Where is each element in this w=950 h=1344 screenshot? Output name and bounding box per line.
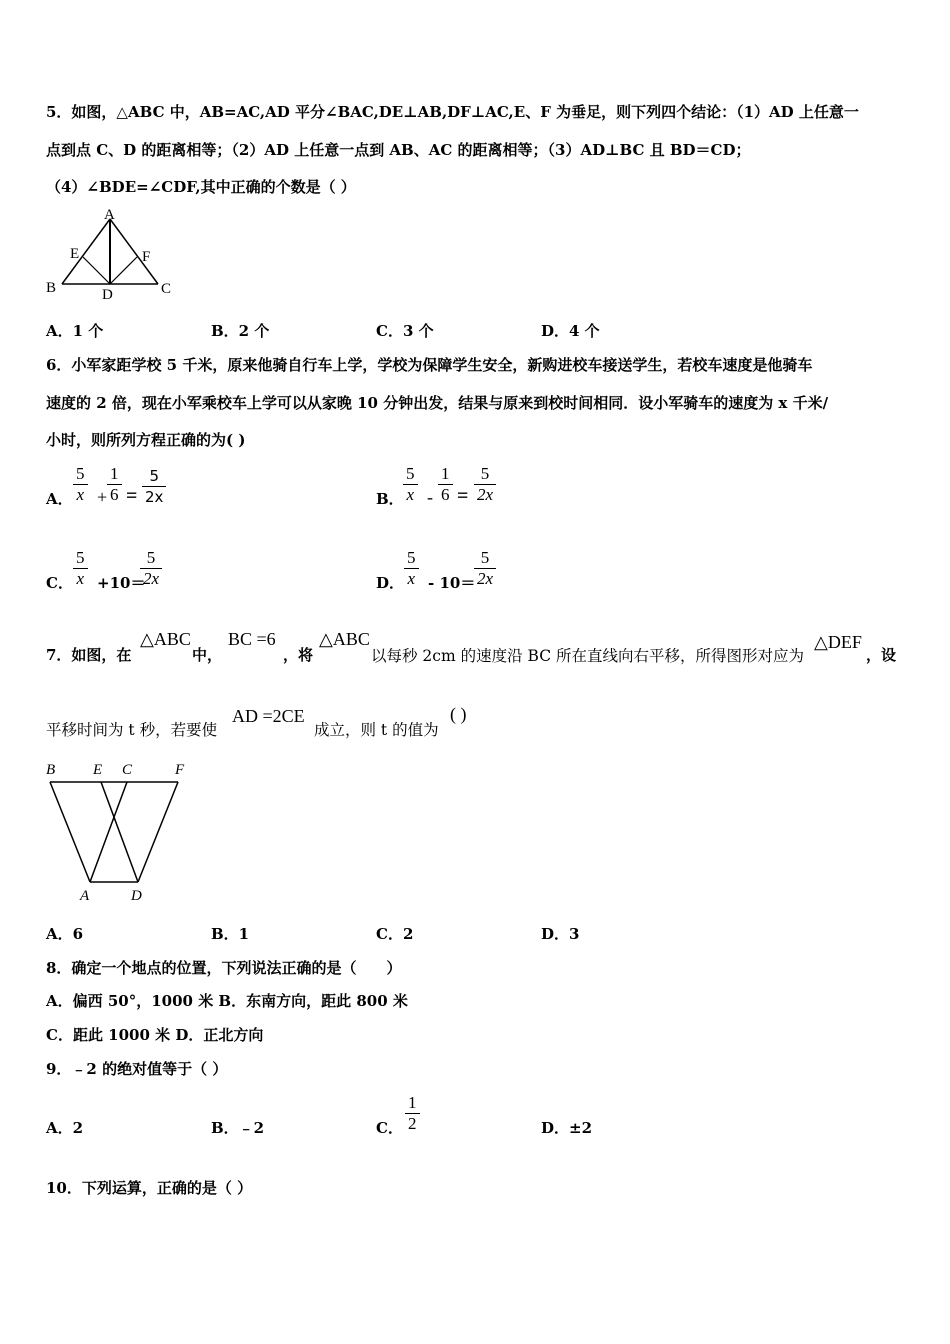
q10-stem: 10．下列运算，正确的是（ ） bbox=[46, 1179, 253, 1197]
q7-condition: AD =2CE bbox=[232, 706, 305, 726]
q7-label-a: A bbox=[80, 888, 90, 904]
q5-triangle-figure bbox=[40, 203, 190, 303]
q6-option-d-label: D． bbox=[376, 574, 405, 592]
q7-bc-length: BC =6 bbox=[228, 629, 276, 649]
q7-option-b: B．1 bbox=[211, 925, 250, 943]
q5-label-b: B bbox=[46, 280, 57, 296]
q7-label-c: C bbox=[122, 762, 133, 778]
q6-option-a-op: + bbox=[97, 487, 108, 507]
q8-options-row1: A．偏西 50°，1000 米 B．东南方向，距此 800 米 bbox=[46, 992, 408, 1010]
q6-option-a-eq: = bbox=[126, 485, 138, 507]
q5-stem-line2: 点到点 C、D 的距离相等；（2）AD 上任意一点到 AB、AC 的距离相等；（3）AD⊥BC 且 BD＝CD； bbox=[46, 141, 751, 159]
q6-option-c-frac2: $\frac{5}{2x}$ bbox=[140, 548, 162, 589]
q7-triangle-def: △DEF bbox=[814, 632, 862, 652]
q5-option-d: D．4 个 bbox=[541, 322, 600, 340]
q6-option-c-label: C． bbox=[46, 574, 73, 592]
q6-option-d-mid: - 10＝ bbox=[428, 574, 476, 592]
q7-stem-part6: 平移时间为 t 秒，若要使 bbox=[46, 721, 218, 739]
q9-option-a: A．2 bbox=[46, 1119, 84, 1137]
q7-label-d: D bbox=[131, 888, 142, 904]
q7-triangle-abc-2: △ABC bbox=[319, 629, 370, 649]
q5-option-c: C．3 个 bbox=[376, 322, 434, 340]
q5-label-c: C bbox=[161, 281, 172, 297]
q5-label-d: D bbox=[102, 287, 113, 303]
q7-triangle-abc-1: △ABC bbox=[140, 629, 191, 649]
q8-stem: 8．确定一个地点的位置，下列说法正确的是（ ） bbox=[46, 959, 402, 977]
q6-option-c-mid: +10＝ bbox=[97, 574, 146, 592]
q9-option-b: B．﹣2 bbox=[211, 1119, 265, 1137]
q5-stem-line3: （4）∠BDE=∠CDF,其中正确的个数是（ ） bbox=[46, 178, 356, 196]
q7-label-b: B bbox=[46, 762, 56, 778]
q6-option-b-eq: = bbox=[457, 485, 469, 507]
q7-stem-part5: ，设 bbox=[866, 646, 897, 664]
q7-option-c: C．2 bbox=[376, 925, 414, 943]
q7-answer-paren: ( ) bbox=[450, 704, 467, 724]
q5-label-e: E bbox=[70, 246, 80, 262]
q5-label-a: A bbox=[104, 207, 115, 223]
q6-option-b-frac3: $\frac{5}{2x}$ bbox=[474, 464, 496, 505]
q7-stem-part1: 7．如图，在 bbox=[46, 646, 132, 664]
q6-stem-line1: 6．小军家距学校 5 千米，原来他骑自行车上学，学校为保障学生安全，新购进校车接送学生，若校车速度是他骑车 bbox=[46, 356, 813, 374]
q9-stem: 9．﹣2 的绝对值等于（ ） bbox=[46, 1060, 228, 1078]
q9-option-c-fraction: $\frac{1}{2}$ bbox=[405, 1093, 420, 1134]
q6-option-b-frac1: $\frac{5}{x}$ bbox=[403, 464, 418, 505]
q6-option-b-label: B． bbox=[376, 490, 404, 508]
q7-stem-part7: 成立，则 t 的值为 bbox=[314, 721, 439, 739]
q6-option-c-frac1: $\frac{5}{x}$ bbox=[73, 548, 88, 589]
q6-stem-line2: 速度的 2 倍，现在小军乘校车上学可以从家晚 10 分钟出发，结果与原来到校时间相同．设小军骑车的速度为 x 千米/ bbox=[46, 394, 829, 412]
q5-option-a: A．1 个 bbox=[46, 322, 104, 340]
q7-stem-part4: 以每秒 2cm 的速度沿 BC 所在直线向右平移，所得图形对应为 bbox=[371, 647, 804, 665]
q7-translation-figure bbox=[40, 756, 200, 906]
q9-option-c-label: C． bbox=[376, 1119, 403, 1137]
q7-stem-part2: 中， bbox=[192, 646, 223, 664]
q8-options-row2: C．距此 1000 米 D．正北方向 bbox=[46, 1026, 264, 1044]
q5-option-b: B．2 个 bbox=[211, 322, 270, 340]
q9-option-d: D．±2 bbox=[541, 1119, 593, 1137]
q5-label-f: F bbox=[142, 249, 151, 265]
q7-label-e: E bbox=[93, 762, 103, 778]
q6-option-b-op: - bbox=[427, 487, 433, 507]
q6-option-d-frac2: $\frac{5}{2x}$ bbox=[474, 548, 496, 589]
q5-stem-line1: 5．如图，△ABC 中，AB=AC,AD 平分∠BAC,DE⊥AB,DF⊥AC,E、F 为垂足，则下列四个结论：（1）AD 上任意一 bbox=[46, 103, 859, 121]
q7-option-d: D．3 bbox=[541, 925, 580, 943]
q6-option-a-frac1: $\frac{5}{x}$ bbox=[73, 464, 88, 505]
q7-option-a: A．6 bbox=[46, 925, 84, 943]
q6-option-a-frac2: $\frac{1}{6}$ bbox=[107, 464, 122, 505]
q6-option-a-label: A． bbox=[46, 490, 73, 508]
q6-option-b-frac2: $\frac{1}{6}$ bbox=[438, 464, 453, 505]
q7-stem-part3: ，将 bbox=[283, 646, 314, 664]
q6-option-a-frac3: $\frac{5}{2x}$ bbox=[142, 466, 166, 507]
q7-label-f: F bbox=[175, 762, 185, 778]
q6-stem-line3: 小时，则所列方程正确的为( ) bbox=[46, 431, 246, 449]
q6-option-d-frac1: $\frac{5}{x}$ bbox=[404, 548, 419, 589]
